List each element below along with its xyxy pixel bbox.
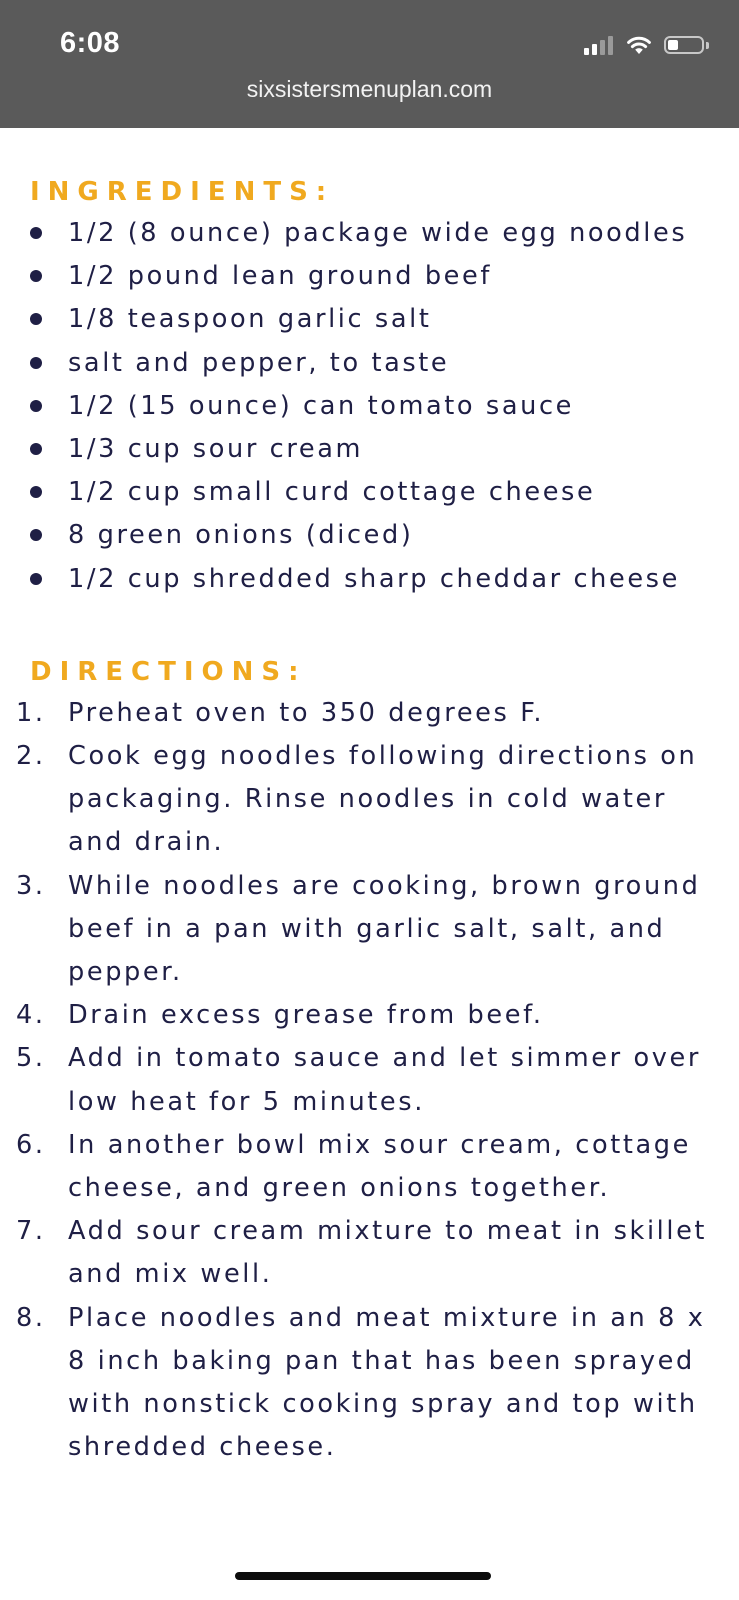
bullet-icon [30, 573, 42, 585]
battery-tip [706, 42, 709, 49]
bullet-icon [30, 529, 42, 541]
step-number: 8. [16, 1302, 46, 1333]
battery-icon [664, 36, 704, 54]
bullet-icon [30, 270, 42, 282]
step-text: Place noodles and meat mixture in an 8 x 8 inch baking pan that has been sprayed with nonstick cooking spray and top with shredded cheese. [68, 1302, 706, 1463]
ingredient-item [0, 342, 739, 385]
direction-step [0, 1297, 739, 1470]
ingredient-item [0, 212, 739, 255]
ingredient-text: 8 green onions (diced) [68, 520, 414, 551]
step-text: Add sour cream mixture to meat in skillet and mix well. [68, 1216, 708, 1290]
bullet-icon [30, 486, 42, 498]
ingredients-heading: INGREDIENTS: [30, 177, 335, 207]
bullet-icon [30, 313, 42, 325]
direction-step [0, 692, 739, 735]
ingredient-item [0, 255, 739, 298]
step-number: 5. [16, 1043, 46, 1074]
step-text: In another bowl mix sour cream, cottage cheese, and green onions together. [68, 1129, 691, 1204]
ingredient-text: 1/8 teaspoon garlic salt [68, 304, 432, 335]
directions-list [0, 692, 739, 1470]
status-bar [0, 0, 739, 128]
ingredient-item [0, 514, 739, 557]
step-number: 3. [16, 870, 46, 901]
ingredient-item [0, 558, 739, 601]
step-number: 4. [16, 1000, 46, 1031]
page-url[interactable]: sixsistersmenuplan.com [246, 76, 493, 102]
direction-step [0, 735, 739, 865]
bullet-icon [30, 443, 42, 455]
ingredient-text: 1/2 cup shredded sharp cheddar cheese [68, 563, 680, 594]
step-text: Cook egg noodles following directions on packaging. Rinse noodles in cold water and drain. [68, 741, 698, 858]
step-number: 6. [16, 1129, 46, 1160]
bullet-icon [30, 227, 42, 239]
bullet-icon [30, 400, 42, 412]
step-text: While noodles are cooking, brown ground beef in a pan with garlic salt, salt, and pepper. [68, 870, 701, 988]
ingredient-item [0, 298, 739, 341]
direction-step [0, 1210, 739, 1296]
status-time: 6:08 [60, 27, 121, 59]
direction-step [0, 994, 739, 1037]
directions-heading: DIRECTIONS: [30, 656, 307, 687]
cellular-signal-icon [584, 35, 616, 55]
ingredient-item [0, 385, 739, 428]
step-number: 1. [16, 697, 46, 728]
home-indicator[interactable] [235, 1572, 491, 1580]
ingredient-text: 1/2 cup small curd cottage cheese [68, 477, 596, 508]
recipe-content [0, 172, 739, 1469]
ingredient-text: 1/2 pound lean ground beef [68, 261, 492, 292]
ingredient-text: salt and pepper, to taste [68, 347, 450, 378]
ingredient-text: 1/2 (15 ounce) can tomato sauce [68, 390, 574, 421]
step-text: Preheat oven to 350 degrees F. [68, 697, 545, 728]
step-text: Add in tomato sauce and let simmer over low heat for 5 minutes. [68, 1043, 701, 1117]
step-text: Drain excess grease from beef. [68, 1000, 544, 1031]
direction-step [0, 865, 739, 995]
ingredients-list [0, 212, 739, 601]
direction-step [0, 1037, 739, 1123]
direction-step [0, 1124, 739, 1210]
ingredient-text: 1/3 cup sour cream [68, 434, 364, 465]
wifi-icon [626, 35, 652, 55]
bullet-icon [30, 357, 42, 369]
ingredient-text: 1/2 (8 ounce) package wide egg noodles [68, 218, 688, 248]
step-number: 2. [16, 741, 46, 772]
ingredient-item [0, 428, 739, 471]
step-number: 7. [16, 1216, 46, 1247]
ingredient-item [0, 471, 739, 514]
status-icons [584, 33, 709, 57]
